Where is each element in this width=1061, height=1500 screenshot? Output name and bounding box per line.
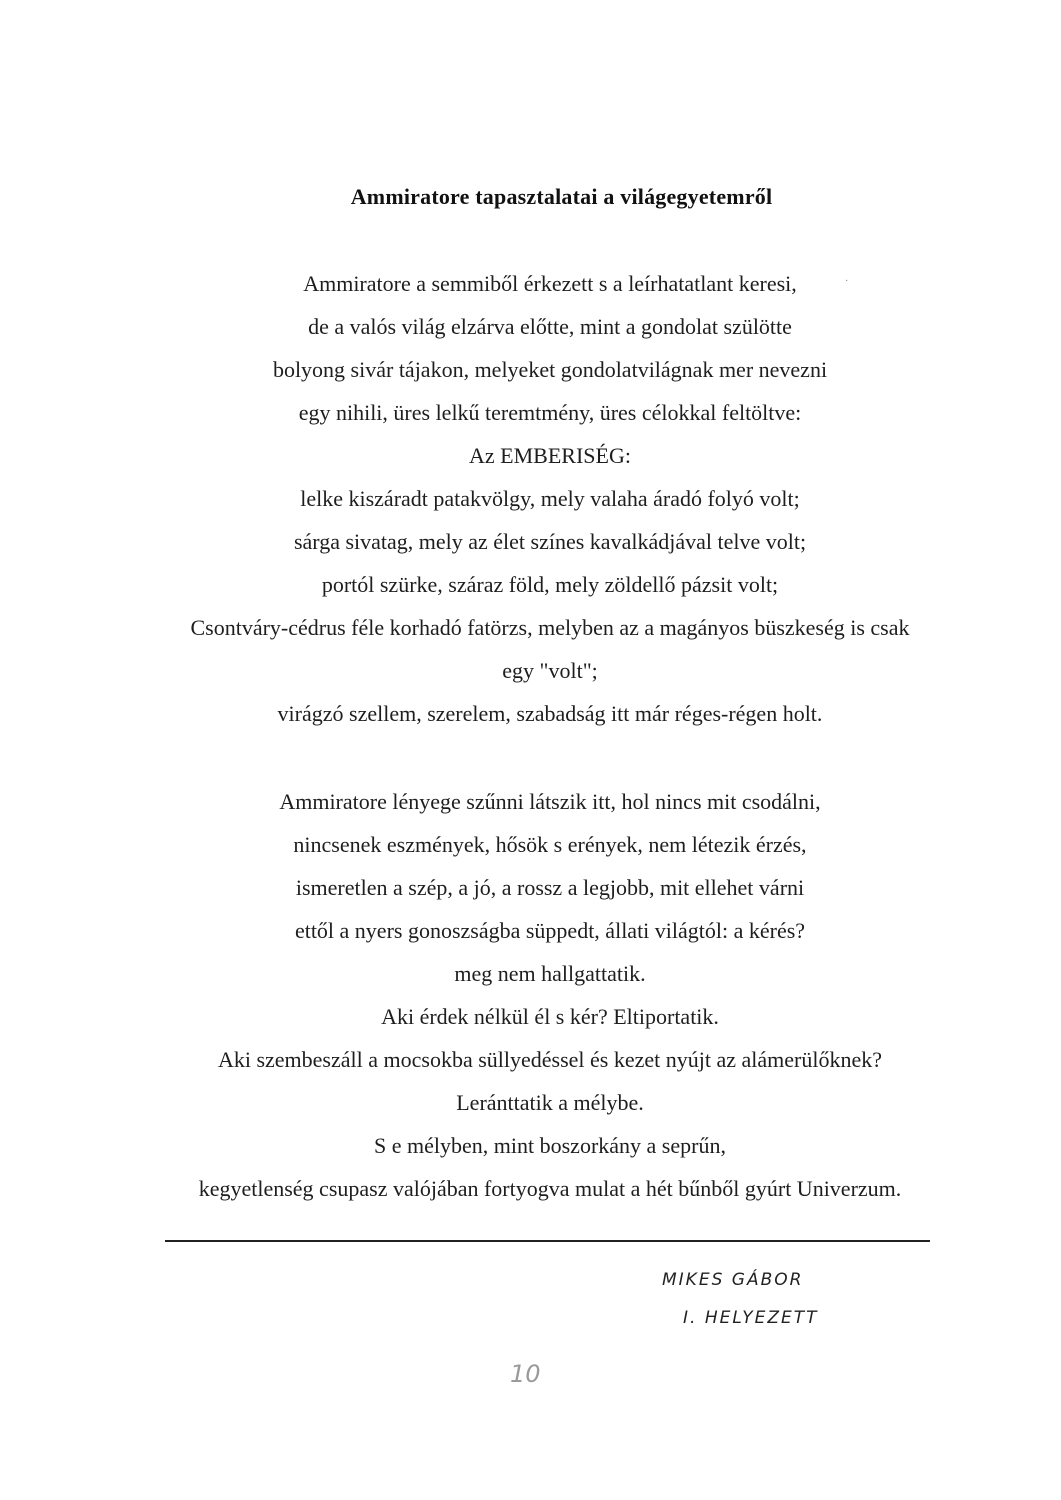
- poem-line: lelke kiszáradt patakvölgy, mely valaha áradó folyó volt;: [300, 486, 800, 511]
- page-number: 10: [510, 1360, 541, 1388]
- poem-line: Leránttatik a mélybe.: [456, 1090, 644, 1115]
- poem-line: egy nihili, üres lelkű teremtmény, üres célokkal feltöltve:: [298, 400, 802, 425]
- signature-name: MIKES GÁBOR: [662, 1270, 804, 1290]
- stanza-2: [0, 780, 1061, 1210]
- poem-line: Csontváry-cédrus féle korhadó fatörzs, melyben az a magányos büszkeség is csak: [190, 615, 910, 640]
- divider-line: [165, 1240, 930, 1242]
- poem-line: Az EMBERISÉG:: [469, 443, 631, 468]
- poem-line: sárga sivatag, mely az élet színes kavalkádjával telve volt;: [293, 529, 807, 554]
- poem-line: nincsenek eszmények, hősök s erények, nem létezik érzés,: [293, 832, 807, 857]
- poem-line: Aki szembeszáll a mocsokba süllyedéssel és kezet nyújt az alámerülőknek?: [217, 1047, 883, 1072]
- poem-line: ismeretlen a szép, a jó, a rossz a legjobb, mit ellehet várni: [295, 875, 805, 900]
- poem-title: Ammiratore tapasztalatai a világegyetemről: [350, 184, 773, 209]
- poem-line: kegyetlenség csupasz valójában fortyogva mulat a hét bűnből gyúrt Univerzum.: [198, 1176, 902, 1201]
- poem-line: de a valós világ elzárva előtte, mint a gondolat szülötte: [308, 314, 792, 339]
- poem-line: S e mélyben, mint boszorkány a seprűn,: [374, 1133, 726, 1158]
- stanza-1: [0, 262, 1061, 735]
- scan-speck: ·: [845, 276, 849, 287]
- poem-line: Ammiratore lényege szűnni látszik itt, hol nincs mit csodálni,: [279, 789, 821, 814]
- poem-line: meg nem hallgattatik.: [454, 961, 646, 986]
- poem-line: portól szürke, száraz föld, mely zöldellő pázsit volt;: [321, 572, 779, 597]
- poem-line: Ammiratore a semmiből érkezett s a leírhatatlant keresi,: [303, 271, 797, 296]
- poem-line: egy "volt";: [502, 658, 598, 683]
- poem-line: bolyong sivár tájakon, melyeket gondolatvilágnak mer nevezni: [272, 357, 828, 382]
- poem-line: ettől a nyers gonoszságba süppedt, állati világtól: a kérés?: [294, 918, 806, 943]
- poem-line: Aki érdek nélkül él s kér? Eltiportatik.: [381, 1004, 719, 1029]
- poem-line: virágzó szellem, szerelem, szabadság itt már réges-régen holt.: [277, 701, 823, 726]
- signature-rank: I. HELYEZETT: [683, 1308, 819, 1328]
